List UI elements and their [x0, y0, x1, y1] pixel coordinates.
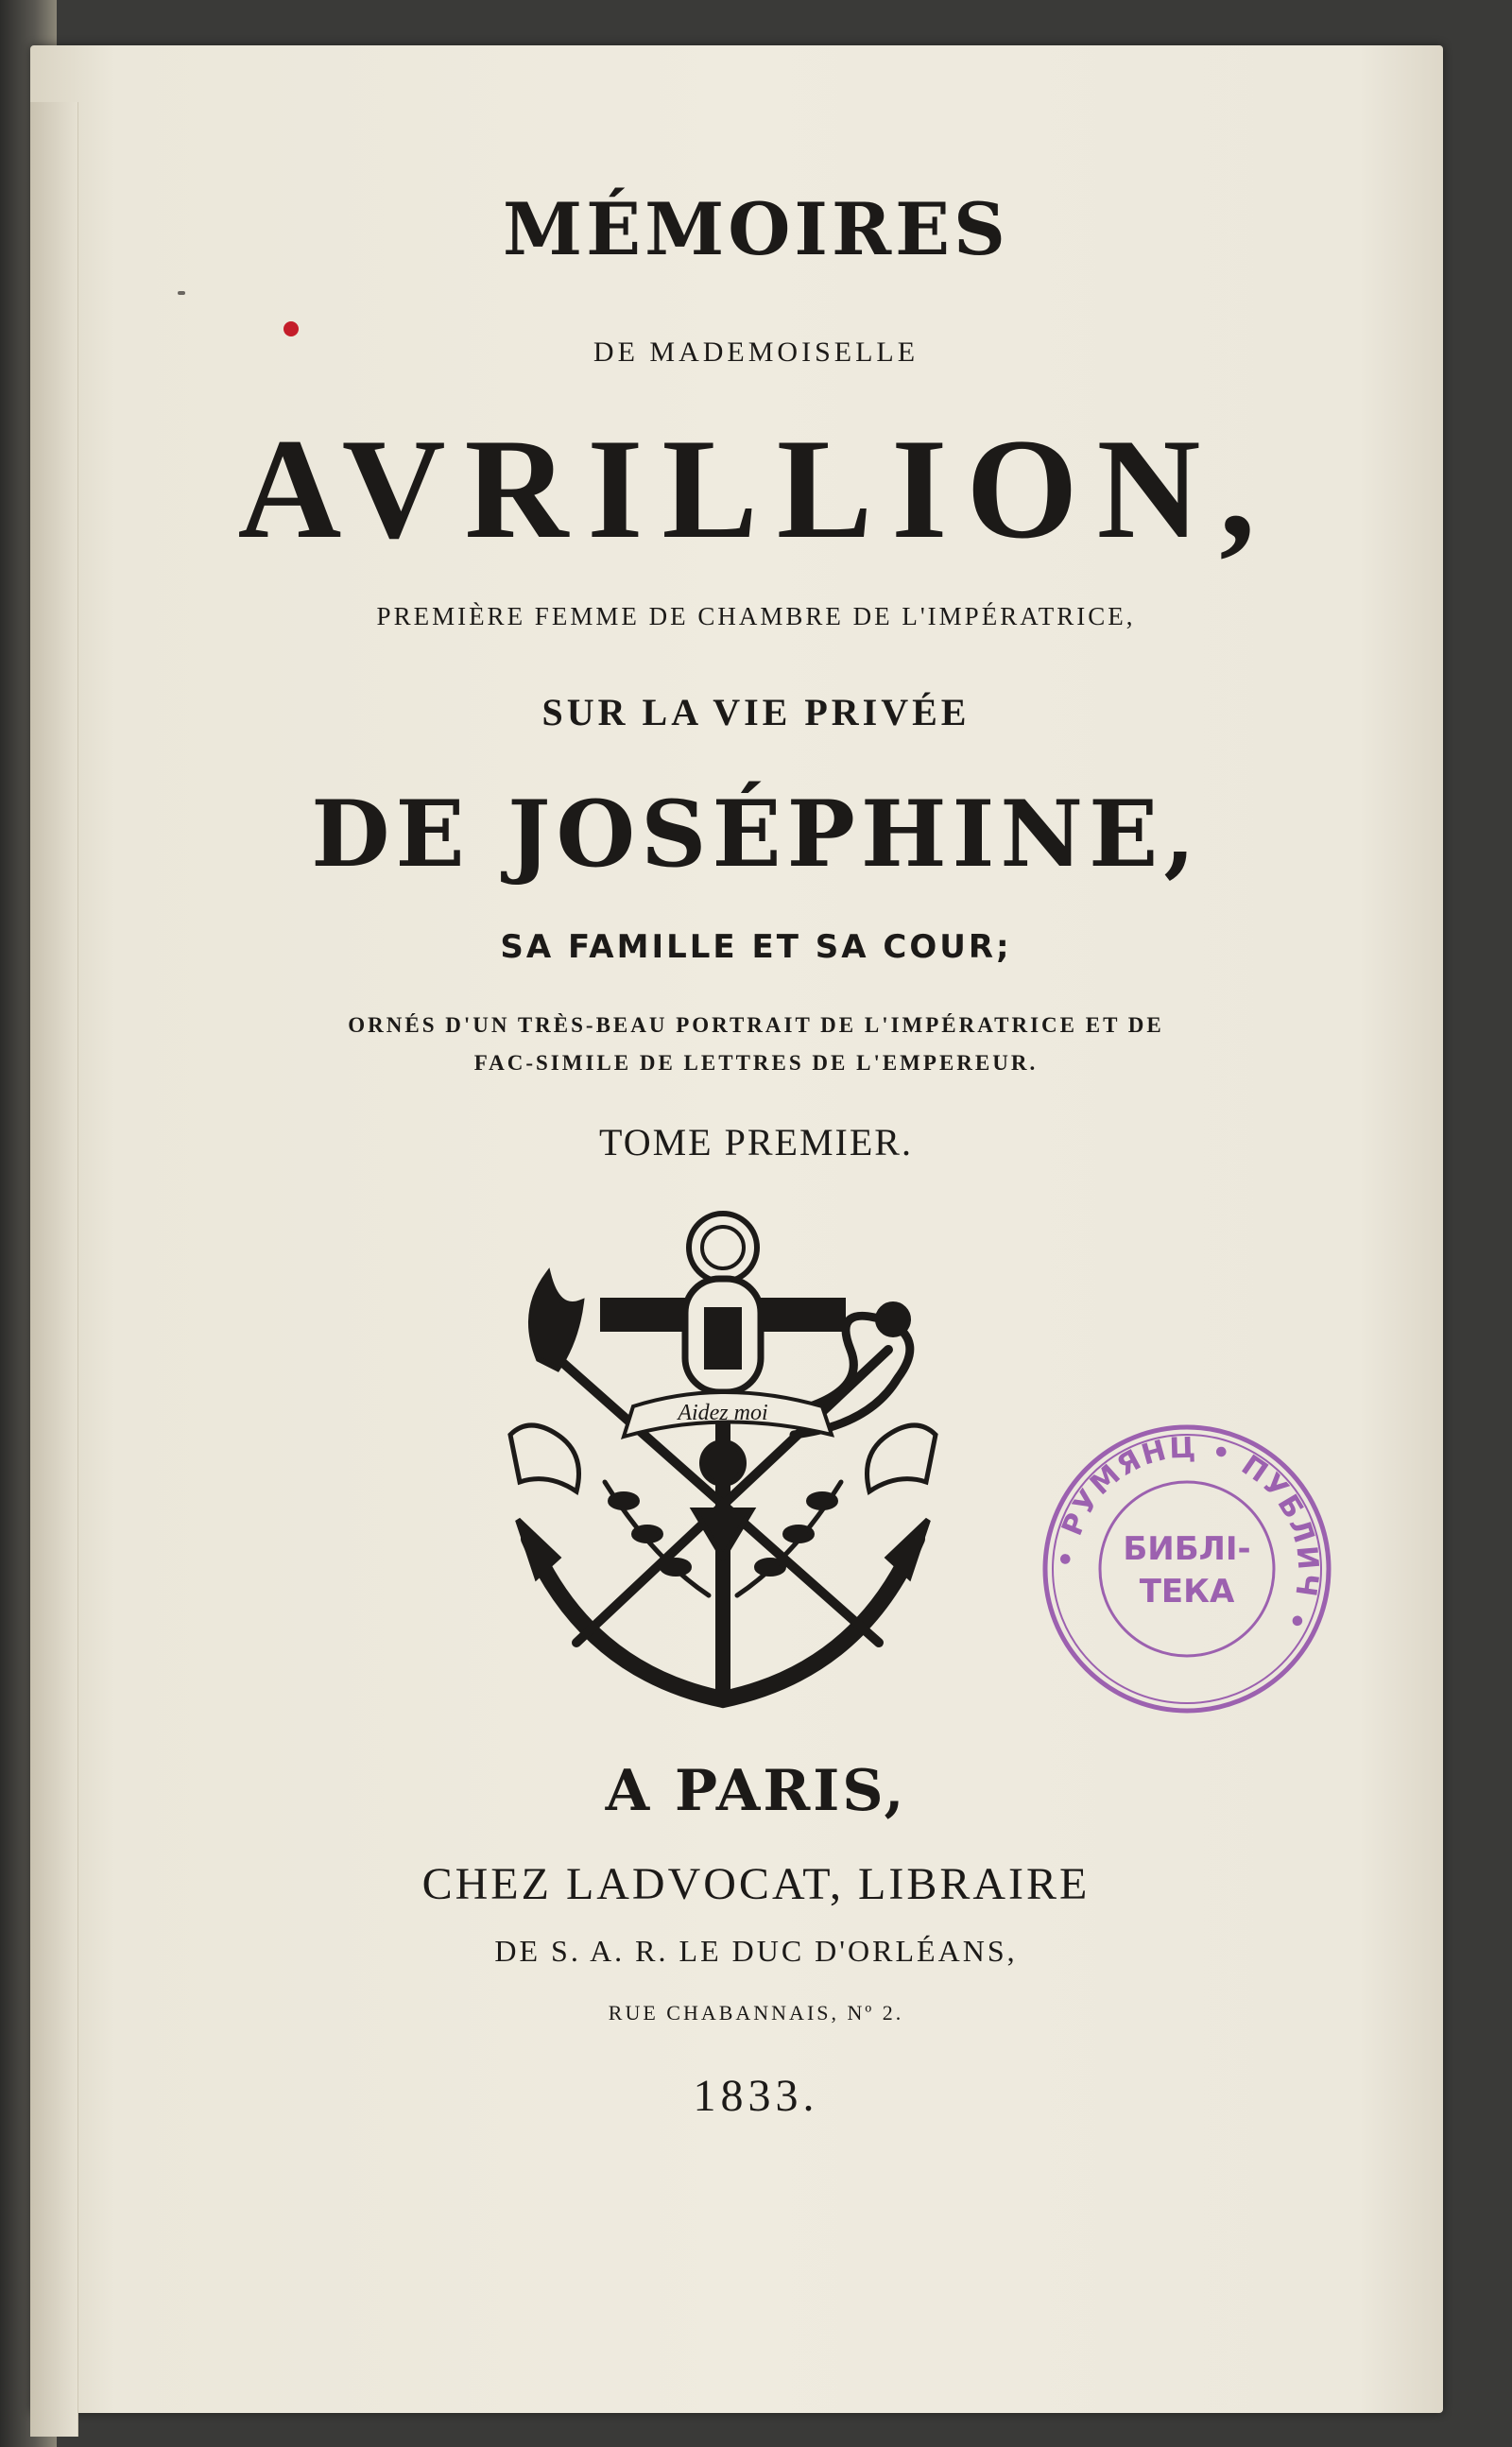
subtitle-famille: SA FAMILLE ET SA COUR; — [500, 928, 1012, 966]
title-josephine: DE JOSÉPHINE, — [311, 781, 1201, 887]
title-de-mademoiselle: DE MADEMOISELLE — [593, 336, 919, 368]
imprint-patron: DE S. A. R. LE DUC D'ORLÉANS, — [494, 1934, 1018, 1968]
imprint-city: A PARIS, — [605, 1758, 907, 1824]
title-avrillion: AVRILLION, — [237, 409, 1275, 568]
description-line-1: ORNÉS D'UN TRÈS-BEAU PORTRAIT DE L'IMPÉRATRICE ET DE — [348, 1013, 1164, 1037]
subtitle-sur-la-vie: SUR LA VIE PRIVÉE — [541, 691, 971, 733]
description-line-2: FAC-SIMILE DE LETTRES DE L'EMPEREUR. — [473, 1051, 1039, 1075]
volume-label: TOME PREMIER. — [599, 1121, 913, 1163]
stamp-center-line-2: ТЕКА — [1139, 1573, 1235, 1611]
subtitle-premiere-femme: PREMIÈRE FEMME DE CHAMBRE DE L'IMPÉRATRICE, — [376, 602, 1136, 630]
stamp-center-line-1: БИБЛІ- — [1123, 1530, 1251, 1568]
imprint-year: 1833. — [693, 2071, 819, 2121]
imprint-publisher: CHEZ LADVOCAT, LIBRAIRE — [421, 1859, 1091, 1909]
anchor-emblem-icon — [491, 1198, 964, 1747]
imprint-address: RUE CHABANNAIS, Nº 2. — [608, 2001, 904, 2025]
red-ink-dot — [284, 321, 299, 336]
emblem-banner-text: Aidez moi — [678, 1401, 768, 1425]
title-memoires: MÉMOIRES — [503, 187, 1009, 271]
library-stamp-icon — [1036, 1418, 1338, 1720]
stamp-ring-text: • РУМЯНЦ • ПУБЛИЧ • — [1049, 1431, 1325, 1638]
paper-speck — [178, 291, 185, 295]
